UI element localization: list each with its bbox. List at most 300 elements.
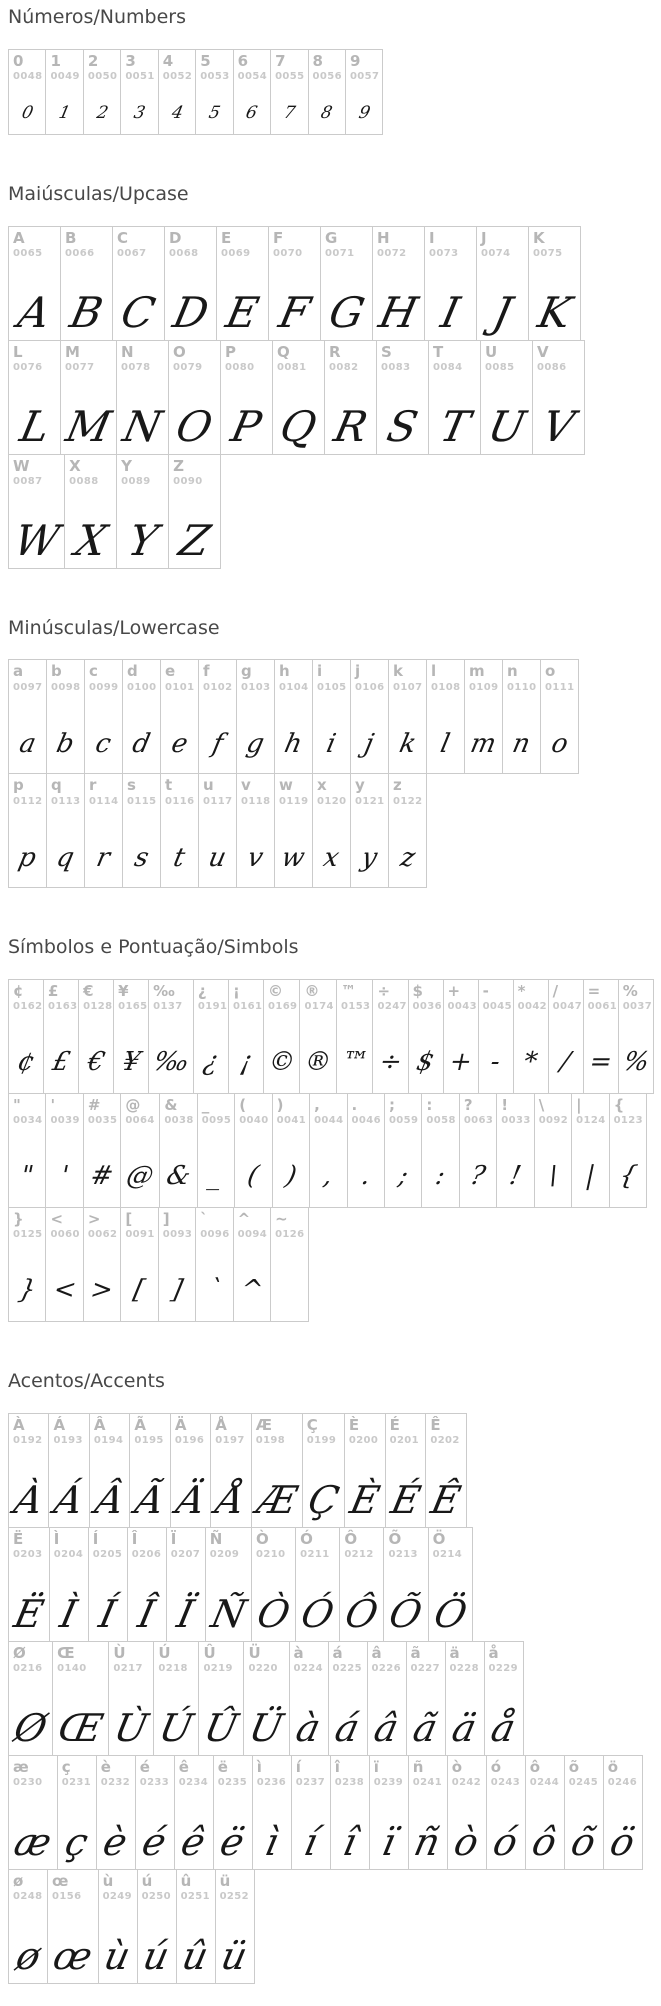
cell-unicode-code: 0235 bbox=[217, 1777, 248, 1789]
cell-glyph-preview: , bbox=[320, 1161, 336, 1192]
cell-unicode-code: 0204 bbox=[53, 1549, 84, 1561]
glyph-cell-0088 bbox=[64, 454, 117, 569]
glyph-cell-0038 bbox=[159, 1093, 197, 1208]
cell-glyph-preview: 8 bbox=[319, 102, 335, 123]
cell-unicode-code: 0064 bbox=[125, 1115, 155, 1127]
cell-glyph-preview: ç bbox=[61, 1819, 93, 1864]
cell-unicode-code: 0207 bbox=[170, 1549, 201, 1561]
cell-character-label: æ bbox=[13, 1757, 29, 1776]
cell-unicode-code: 0062 bbox=[87, 1229, 118, 1241]
glyph-cell-0235 bbox=[213, 1755, 253, 1870]
section-upcase bbox=[8, 183, 653, 569]
cell-glyph-preview: ó bbox=[489, 1819, 522, 1864]
cell-unicode-code: 0080 bbox=[225, 361, 255, 373]
glyph-row bbox=[8, 659, 653, 774]
cell-unicode-code: 0195 bbox=[134, 1435, 164, 1447]
glyph-cell-0206 bbox=[127, 1527, 167, 1642]
cell-unicode-code: 0229 bbox=[488, 1663, 518, 1675]
cell-character-label: ö bbox=[607, 1757, 619, 1776]
cell-unicode-code: 0250 bbox=[141, 1891, 172, 1903]
cell-character-label: D bbox=[169, 228, 182, 247]
cell-unicode-code: 0079 bbox=[173, 361, 203, 373]
cell-character-label: c bbox=[89, 662, 98, 681]
cell-glyph-preview: ñ bbox=[410, 1819, 445, 1864]
glyph-cell-0124 bbox=[571, 1093, 609, 1208]
glyph-cell-0113 bbox=[46, 773, 85, 888]
glyph-cell-0169 bbox=[263, 979, 301, 1094]
glyph-cell-0225 bbox=[328, 1641, 368, 1756]
glyph-cell-0072 bbox=[372, 226, 425, 341]
cell-unicode-code: 0068 bbox=[169, 247, 199, 259]
glyph-cell-0156 bbox=[47, 1869, 99, 1984]
glyph-row bbox=[8, 1641, 653, 1756]
cell-character-label: ‰ bbox=[153, 982, 175, 1001]
cell-unicode-code: 0140 bbox=[57, 1663, 87, 1675]
cell-glyph-preview: 0 bbox=[19, 102, 35, 123]
cell-glyph-preview: ? bbox=[467, 1161, 489, 1192]
cell-unicode-code: 0246 bbox=[607, 1777, 638, 1789]
cell-glyph-preview: T bbox=[435, 401, 474, 451]
cell-glyph-preview: ø bbox=[11, 1933, 45, 1978]
cell-unicode-code: 0075 bbox=[533, 247, 563, 259]
glyph-cell-0051 bbox=[120, 49, 158, 135]
cell-unicode-code: 0039 bbox=[50, 1115, 80, 1127]
cell-unicode-code: 0209 bbox=[209, 1549, 240, 1561]
glyph-cell-0242 bbox=[447, 1755, 487, 1870]
cell-unicode-code: 0233 bbox=[139, 1777, 170, 1789]
cell-unicode-code: 0125 bbox=[13, 1229, 43, 1241]
cell-glyph-preview: X bbox=[70, 515, 111, 565]
glyph-cell-0205 bbox=[88, 1527, 128, 1642]
cell-glyph-preview: + bbox=[446, 1047, 475, 1078]
glyph-cell-0153 bbox=[336, 979, 374, 1094]
glyph-cell-0048 bbox=[8, 49, 46, 135]
cell-character-label: ø bbox=[13, 1871, 24, 1890]
glyph-cell-0252 bbox=[215, 1869, 255, 1984]
cell-unicode-code: 0037 bbox=[622, 1001, 653, 1013]
cell-character-label: U bbox=[485, 342, 498, 361]
cell-unicode-code: 0196 bbox=[174, 1435, 205, 1447]
cell-character-label: P bbox=[225, 342, 237, 361]
cell-unicode-code: 0114 bbox=[89, 795, 119, 807]
cell-unicode-code: 0071 bbox=[325, 247, 355, 259]
glyph-cell-0120 bbox=[312, 773, 351, 888]
cell-glyph-preview: j bbox=[362, 729, 377, 760]
glyph-cell-0104 bbox=[274, 659, 313, 774]
glyph-cell-0046 bbox=[347, 1093, 385, 1208]
cell-glyph-preview: | bbox=[582, 1161, 598, 1192]
cell-glyph-preview: L bbox=[15, 401, 54, 451]
glyph-cell-0197 bbox=[210, 1413, 251, 1528]
glyph-cell-0251 bbox=[176, 1869, 216, 1984]
cell-glyph-preview: C bbox=[117, 287, 160, 337]
section-title-lowercase: Minúsculas/Lowercase bbox=[8, 616, 220, 639]
cell-glyph-preview: B bbox=[65, 287, 108, 337]
cell-unicode-code: 0243 bbox=[490, 1777, 521, 1789]
cell-glyph-preview: R bbox=[329, 401, 372, 451]
cell-character-label: # bbox=[87, 1096, 101, 1115]
cell-character-label: W bbox=[13, 456, 30, 475]
cell-character-label: À bbox=[13, 1415, 25, 1434]
glyph-cell-0161 bbox=[228, 979, 264, 1094]
cell-glyph-preview: Ñ bbox=[207, 1591, 250, 1636]
glyph-cell-0199 bbox=[302, 1413, 345, 1528]
glyph-cell-0207 bbox=[166, 1527, 206, 1642]
cell-character-label: ¿ bbox=[197, 982, 207, 1001]
cell-unicode-code: 0249 bbox=[102, 1891, 133, 1903]
cell-character-label: Ñ bbox=[209, 1529, 223, 1548]
cell-character-label: Ö bbox=[432, 1529, 446, 1548]
cell-unicode-code: 0111 bbox=[545, 681, 575, 693]
glyph-cell-0111 bbox=[540, 659, 579, 774]
glyph-cell-0045 bbox=[478, 979, 514, 1094]
cell-glyph-preview: # bbox=[87, 1161, 117, 1192]
glyph-cell-0245 bbox=[564, 1755, 604, 1870]
cell-character-label: 7 bbox=[275, 51, 286, 70]
glyph-cell-0087 bbox=[8, 454, 65, 569]
cell-glyph-preview: u bbox=[205, 843, 230, 874]
glyph-cell-0067 bbox=[112, 226, 165, 341]
cell-glyph-preview: x bbox=[320, 843, 343, 874]
glyph-cell-0122 bbox=[388, 773, 427, 888]
cell-unicode-code: 0218 bbox=[158, 1663, 188, 1675]
cell-character-label: Á bbox=[53, 1415, 66, 1434]
glyph-cell-0041 bbox=[272, 1093, 310, 1208]
cell-glyph-preview: Ë bbox=[10, 1591, 48, 1636]
cell-character-label: = bbox=[587, 982, 601, 1001]
glyph-cell-0057 bbox=[345, 49, 383, 135]
cell-character-label: Ë bbox=[13, 1529, 24, 1548]
section-title-symbols: Símbolos e Pontuação/Simbols bbox=[8, 936, 299, 959]
glyph-row bbox=[8, 1093, 653, 1208]
cell-glyph-preview: Ù bbox=[110, 1705, 153, 1750]
cell-glyph-preview: ^ bbox=[237, 1275, 266, 1306]
glyph-row bbox=[8, 1869, 653, 1984]
glyph-cell-0078 bbox=[116, 340, 169, 455]
glyph-cell-0037 bbox=[618, 979, 654, 1094]
cell-character-label: ` bbox=[200, 1210, 208, 1229]
section-title-numbers: Números/Numbers bbox=[8, 6, 186, 28]
glyph-cell-0060 bbox=[45, 1207, 83, 1322]
cell-character-label: ) bbox=[276, 1096, 284, 1115]
cell-character-label: } bbox=[13, 1210, 24, 1229]
glyph-cell-0243 bbox=[486, 1755, 526, 1870]
cell-character-label: e bbox=[165, 662, 176, 681]
cell-glyph-preview: æ bbox=[10, 1819, 56, 1864]
cell-character-label: ¢ bbox=[13, 982, 24, 1001]
cell-glyph-preview: < bbox=[50, 1275, 79, 1306]
cell-unicode-code: 0044 bbox=[314, 1115, 344, 1127]
cell-unicode-code: 0137 bbox=[153, 1001, 183, 1013]
cell-character-label: î bbox=[334, 1757, 340, 1776]
cell-character-label: € bbox=[83, 982, 94, 1001]
cell-character-label: 0 bbox=[13, 51, 24, 70]
cell-glyph-preview: ™ bbox=[338, 1047, 371, 1078]
cell-unicode-code: 0236 bbox=[256, 1777, 287, 1789]
glyph-cell-0101 bbox=[160, 659, 199, 774]
glyph-cell-0238 bbox=[330, 1755, 370, 1870]
glyph-cell-0126 bbox=[270, 1207, 308, 1322]
cell-character-label: N bbox=[121, 342, 134, 361]
glyph-cell-0082 bbox=[324, 340, 377, 455]
cell-character-label: L bbox=[13, 342, 23, 361]
cell-character-label: ï bbox=[373, 1757, 379, 1776]
cell-unicode-code: 0252 bbox=[219, 1891, 250, 1903]
cell-unicode-code: 0112 bbox=[13, 795, 43, 807]
cell-unicode-code: 0057 bbox=[349, 71, 380, 83]
cell-glyph-preview: d bbox=[129, 729, 154, 760]
glyph-cell-0054 bbox=[233, 49, 271, 135]
cell-glyph-preview: p bbox=[15, 843, 40, 874]
cell-unicode-code: 0067 bbox=[117, 247, 147, 259]
cell-unicode-code: 0059 bbox=[388, 1115, 419, 1127]
cell-character-label: 8 bbox=[312, 51, 323, 70]
cell-character-label: f bbox=[203, 662, 210, 681]
glyph-cell-0086 bbox=[532, 340, 585, 455]
cell-character-label: 3 bbox=[125, 51, 136, 70]
glyph-cell-0103 bbox=[236, 659, 275, 774]
cell-character-label: B bbox=[65, 228, 77, 247]
cell-character-label: Ø bbox=[13, 1643, 26, 1662]
cell-character-label: ù bbox=[102, 1871, 114, 1890]
cell-character-label: í bbox=[295, 1757, 301, 1776]
cell-unicode-code: 0161 bbox=[232, 1001, 263, 1013]
cell-glyph-preview: Å bbox=[212, 1477, 250, 1522]
cell-character-label: É bbox=[389, 1415, 400, 1434]
cell-unicode-code: 0193 bbox=[53, 1435, 83, 1447]
cell-unicode-code: 0213 bbox=[388, 1549, 418, 1561]
cell-character-label: z bbox=[393, 776, 402, 795]
cell-unicode-code: 0087 bbox=[13, 475, 43, 487]
cell-glyph-preview: s bbox=[131, 843, 152, 874]
glyph-row bbox=[8, 1207, 653, 1322]
glyph-cell-0231 bbox=[57, 1755, 97, 1870]
glyph-cell-0043 bbox=[443, 979, 479, 1094]
cell-unicode-code: 0072 bbox=[377, 247, 407, 259]
cell-glyph-preview: @ bbox=[124, 1161, 157, 1192]
glyph-cell-0128 bbox=[78, 979, 114, 1094]
cell-glyph-preview: \ bbox=[545, 1161, 561, 1192]
cell-unicode-code: 0109 bbox=[469, 681, 499, 693]
cell-glyph-preview: Ø bbox=[10, 1705, 51, 1750]
cell-unicode-code: 0061 bbox=[587, 1001, 618, 1013]
cell-character-label: _ bbox=[201, 1096, 210, 1115]
cell-glyph-preview: F bbox=[274, 287, 315, 337]
cell-unicode-code: 0091 bbox=[125, 1229, 155, 1241]
cell-unicode-code: 0102 bbox=[203, 681, 233, 693]
cell-glyph-preview: b bbox=[53, 729, 78, 760]
glyph-cell-0089 bbox=[116, 454, 169, 569]
glyph-cell-0099 bbox=[84, 659, 123, 774]
cell-character-label: Â bbox=[93, 1415, 106, 1434]
cell-unicode-code: 0046 bbox=[351, 1115, 381, 1127]
cell-glyph-preview: © bbox=[265, 1047, 298, 1078]
cell-character-label: p bbox=[13, 776, 24, 795]
cell-character-label: ~ bbox=[275, 1210, 288, 1229]
cell-unicode-code: 0100 bbox=[127, 681, 157, 693]
cell-character-label: ô bbox=[529, 1757, 541, 1776]
cell-glyph-preview: ï bbox=[377, 1819, 400, 1864]
cell-glyph-preview: k bbox=[396, 729, 419, 760]
glyph-cell-0115 bbox=[122, 773, 161, 888]
cell-glyph-preview: à bbox=[292, 1705, 325, 1750]
glyph-cell-0137 bbox=[148, 979, 194, 1094]
glyph-row bbox=[8, 773, 653, 888]
cell-unicode-code: 0063 bbox=[463, 1115, 494, 1127]
cell-glyph-preview: N bbox=[119, 401, 167, 451]
cell-glyph-preview: í bbox=[299, 1819, 322, 1864]
glyph-cell-0040 bbox=[234, 1093, 272, 1208]
cell-character-label: Õ bbox=[388, 1529, 402, 1548]
cell-character-label: ñ bbox=[412, 1757, 424, 1776]
cell-glyph-preview: ê bbox=[177, 1819, 210, 1864]
cell-unicode-code: 0210 bbox=[256, 1549, 286, 1561]
cell-glyph-preview: â bbox=[370, 1705, 403, 1750]
cell-character-label: Æ bbox=[255, 1415, 272, 1434]
cell-glyph-preview: * bbox=[520, 1047, 541, 1078]
cell-unicode-code: 0230 bbox=[13, 1777, 43, 1789]
cell-glyph-preview: Î bbox=[134, 1591, 159, 1636]
glyph-cell-0192 bbox=[8, 1413, 49, 1528]
cell-unicode-code: 0232 bbox=[100, 1777, 131, 1789]
glyph-cell-0035 bbox=[83, 1093, 121, 1208]
cell-character-label: + bbox=[447, 982, 461, 1001]
glyph-cell-0123 bbox=[609, 1093, 647, 1208]
cell-glyph-preview: 9 bbox=[356, 102, 372, 123]
cell-glyph-preview: ü bbox=[217, 1933, 252, 1978]
cell-unicode-code: 0226 bbox=[371, 1663, 401, 1675]
cell-glyph-preview: 6 bbox=[244, 102, 260, 123]
glyph-cell-0213 bbox=[383, 1527, 428, 1642]
glyph-cell-0081 bbox=[272, 340, 325, 455]
cell-unicode-code: 0214 bbox=[432, 1549, 463, 1561]
cell-glyph-preview: é bbox=[138, 1819, 171, 1864]
cell-unicode-code: 0088 bbox=[69, 475, 99, 487]
glyph-cell-0107 bbox=[388, 659, 427, 774]
cell-unicode-code: 0092 bbox=[538, 1115, 569, 1127]
glyph-cell-0096 bbox=[195, 1207, 233, 1322]
cell-unicode-code: 0242 bbox=[451, 1777, 482, 1789]
glyph-cell-0053 bbox=[195, 49, 233, 135]
cell-glyph-preview: D bbox=[168, 287, 213, 337]
glyph-cell-0061 bbox=[583, 979, 619, 1094]
cell-unicode-code: 0199 bbox=[306, 1435, 337, 1447]
cell-glyph-preview: Ö bbox=[429, 1591, 471, 1636]
glyph-cell-0091 bbox=[120, 1207, 158, 1322]
glyph-cell-0059 bbox=[384, 1093, 422, 1208]
glyph-cell-0109 bbox=[464, 659, 503, 774]
glyph-cell-0055 bbox=[270, 49, 308, 135]
cell-unicode-code: 0128 bbox=[83, 1001, 113, 1013]
cell-unicode-code: 0108 bbox=[431, 681, 461, 693]
cell-unicode-code: 0042 bbox=[517, 1001, 548, 1013]
cell-glyph-preview: è bbox=[99, 1819, 132, 1864]
cell-unicode-code: 0198 bbox=[255, 1435, 286, 1447]
cell-unicode-code: 0058 bbox=[426, 1115, 456, 1127]
cell-unicode-code: 0051 bbox=[125, 71, 155, 83]
cell-glyph-preview: h bbox=[281, 729, 306, 760]
cell-unicode-code: 0206 bbox=[131, 1549, 162, 1561]
cell-unicode-code: 0241 bbox=[412, 1777, 443, 1789]
cell-unicode-code: 0162 bbox=[13, 1001, 43, 1013]
cell-unicode-code: 0200 bbox=[348, 1435, 379, 1447]
glyph-cell-0236 bbox=[252, 1755, 292, 1870]
cell-unicode-code: 0043 bbox=[447, 1001, 477, 1013]
cell-glyph-preview: Ç bbox=[304, 1477, 343, 1522]
cell-character-label: O bbox=[173, 342, 186, 361]
cell-character-label: ( bbox=[239, 1096, 247, 1115]
glyph-cell-0125 bbox=[8, 1207, 46, 1322]
cell-character-label: ¥ bbox=[118, 982, 129, 1001]
cell-character-label: È bbox=[348, 1415, 360, 1434]
cell-glyph-preview: ‰ bbox=[150, 1047, 192, 1078]
cell-unicode-code: 0121 bbox=[355, 795, 385, 807]
cell-character-label: T bbox=[433, 342, 444, 361]
cell-unicode-code: 0211 bbox=[300, 1549, 330, 1561]
character-map-sections bbox=[8, 6, 653, 1984]
glyph-cell-0083 bbox=[376, 340, 429, 455]
glyph-cell-0211 bbox=[295, 1527, 340, 1642]
glyph-cell-0234 bbox=[174, 1755, 214, 1870]
cell-unicode-code: 0066 bbox=[65, 247, 95, 259]
cell-unicode-code: 0098 bbox=[51, 681, 81, 693]
cell-character-label: G bbox=[325, 228, 338, 247]
glyph-cell-0246 bbox=[603, 1755, 643, 1870]
cell-glyph-preview: Ï bbox=[173, 1591, 198, 1636]
cell-character-label: ã bbox=[410, 1643, 421, 1662]
glyph-cell-0079 bbox=[168, 340, 221, 455]
glyph-cell-0069 bbox=[216, 226, 269, 341]
glyph-cell-0226 bbox=[367, 1641, 407, 1756]
cell-unicode-code: 0110 bbox=[507, 681, 537, 693]
cell-unicode-code: 0219 bbox=[203, 1663, 233, 1675]
cell-unicode-code: 0169 bbox=[267, 1001, 298, 1013]
cell-unicode-code: 0050 bbox=[87, 71, 118, 83]
cell-character-label: - bbox=[482, 982, 489, 1001]
glyph-cell-0114 bbox=[84, 773, 123, 888]
cell-character-label: 5 bbox=[200, 51, 211, 70]
cell-glyph-preview: ö bbox=[606, 1819, 639, 1864]
cell-character-label: Ù bbox=[113, 1643, 126, 1662]
cell-glyph-preview: K bbox=[533, 287, 576, 337]
glyph-cell-0033 bbox=[496, 1093, 534, 1208]
cell-glyph-preview: ] bbox=[168, 1275, 186, 1306]
cell-character-label: 2 bbox=[87, 51, 99, 70]
cell-unicode-code: 0090 bbox=[173, 475, 203, 487]
cell-glyph-preview: - bbox=[487, 1047, 504, 1078]
cell-glyph-preview: ) bbox=[282, 1161, 300, 1192]
glyph-cell-0224 bbox=[289, 1641, 329, 1756]
cell-character-label: V bbox=[537, 342, 549, 361]
cell-glyph-preview: ú bbox=[139, 1933, 174, 1978]
cell-glyph-preview: È bbox=[346, 1477, 384, 1522]
cell-glyph-preview: V bbox=[538, 401, 580, 451]
cell-unicode-code: 0089 bbox=[121, 475, 151, 487]
cell-unicode-code: 0228 bbox=[449, 1663, 479, 1675]
cell-glyph-preview: Ê bbox=[427, 1477, 465, 1522]
glyph-cell-0095 bbox=[197, 1093, 235, 1208]
cell-glyph-preview: Õ bbox=[385, 1591, 427, 1636]
glyph-cell-0100 bbox=[122, 659, 161, 774]
cell-glyph-preview: ò bbox=[450, 1819, 483, 1864]
cell-character-label: n bbox=[507, 662, 518, 681]
cell-unicode-code: 0096 bbox=[200, 1229, 230, 1241]
cell-character-label: M bbox=[65, 342, 80, 361]
cell-glyph-preview: ã bbox=[409, 1705, 442, 1750]
cell-character-label: w bbox=[279, 776, 293, 795]
cell-glyph-preview: ® bbox=[302, 1047, 335, 1078]
cell-unicode-code: 0156 bbox=[52, 1891, 82, 1903]
